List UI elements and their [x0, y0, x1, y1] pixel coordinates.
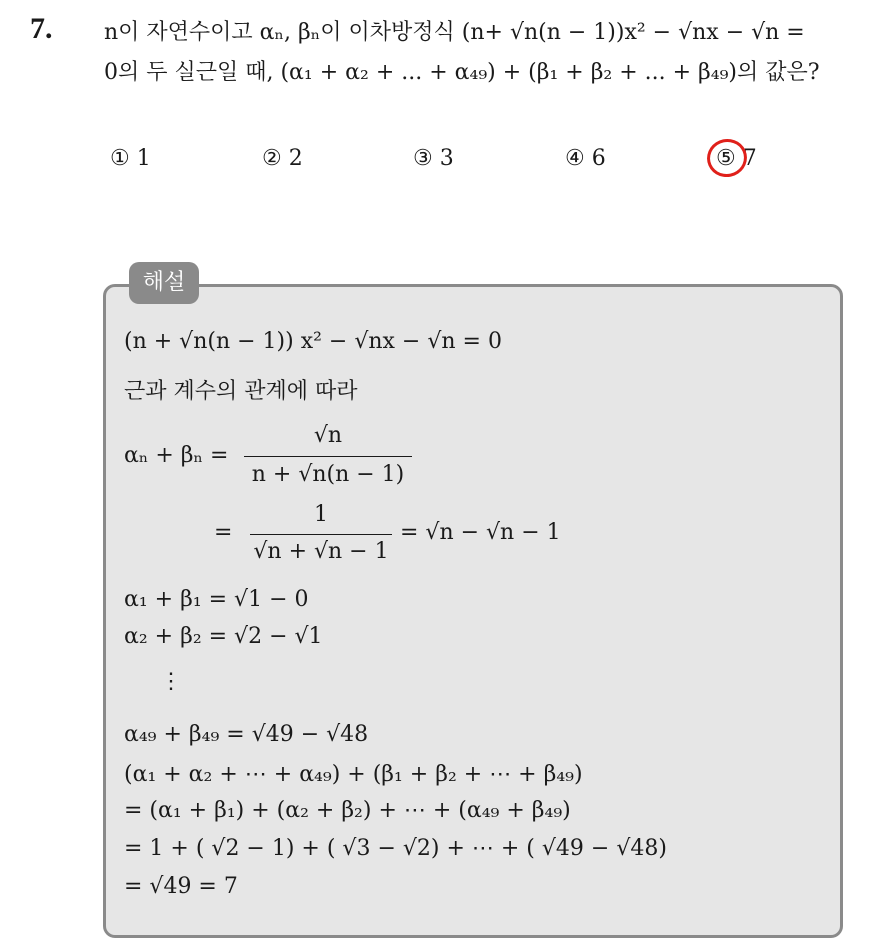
choice-3[interactable] [413, 146, 454, 171]
choice-3-mark: ③ [413, 146, 433, 171]
fraction1-bar [244, 456, 412, 457]
fraction2-bar [250, 534, 392, 535]
choice-4-value: 6 [591, 146, 606, 171]
fraction2-numerator: 1 [314, 502, 328, 527]
choice-1-value: 1 [136, 146, 151, 171]
fraction1-denominator: n + √n(n − 1) [251, 462, 405, 487]
choice-3-value: 3 [439, 146, 454, 171]
row-2: α₂ + β₂ = √2 − √1 [124, 624, 323, 649]
choice-1[interactable] [110, 146, 151, 171]
total-line-2: = (α₁ + β₁) + (α₂ + β₂) + ⋯ + (α₄₉ + β₄₉) [124, 798, 571, 823]
row-1: α₁ + β₁ = √1 − 0 [124, 587, 309, 612]
choice-2-mark: ② [262, 146, 282, 171]
question-number: 7. [30, 12, 53, 45]
choice-4[interactable] [565, 146, 606, 171]
vertical-ellipsis: ⋮ [160, 669, 182, 694]
eq-sign: = [214, 520, 233, 545]
choice-2[interactable] [262, 146, 303, 171]
row-49: α₄₉ + β₄₉ = √49 − √48 [124, 722, 369, 747]
fraction2-denominator: √n + √n − 1 [253, 539, 389, 564]
total-line-4: = √49 = 7 [124, 874, 238, 899]
fraction2-rhs: = √n − √n − 1 [400, 520, 561, 545]
solution-tab: 해설 [129, 262, 199, 304]
solution-equation: (n + √n(n − 1)) x² − √nx − √n = 0 [124, 329, 502, 354]
choice-1-mark: ① [110, 146, 130, 171]
question-text-line1: n이 자연수이고 αₙ, βₙ이 이차방정식 (n+ √n(n − 1))x² − √nx − √n = [104, 20, 805, 45]
choice-5-mark: ⑤ [716, 146, 736, 171]
question-text-line2: 0의 두 실근일 때, (α₁ + α₂ + ... + α₄₉) + (β₁ + β₂ + ... + β₄₉)의 값은? [104, 60, 820, 85]
choice-4-mark: ④ [565, 146, 585, 171]
fraction1-numerator: √n [313, 423, 343, 448]
sum-lhs: αₙ + βₙ = [124, 443, 229, 468]
total-line-1: (α₁ + α₂ + ⋯ + α₄₉) + (β₁ + β₂ + ⋯ + β₄₉) [124, 762, 583, 787]
answer-circle-mark [703, 135, 750, 180]
total-line-3: = 1 + ( √2 − 1) + ( √3 − √2) + ⋯ + ( √49 − √48) [124, 836, 667, 861]
choice-5-value: 7 [742, 146, 757, 171]
solution-relation-text: 근과 계수의 관계에 따라 [124, 379, 358, 404]
choice-2-value: 2 [288, 146, 303, 171]
